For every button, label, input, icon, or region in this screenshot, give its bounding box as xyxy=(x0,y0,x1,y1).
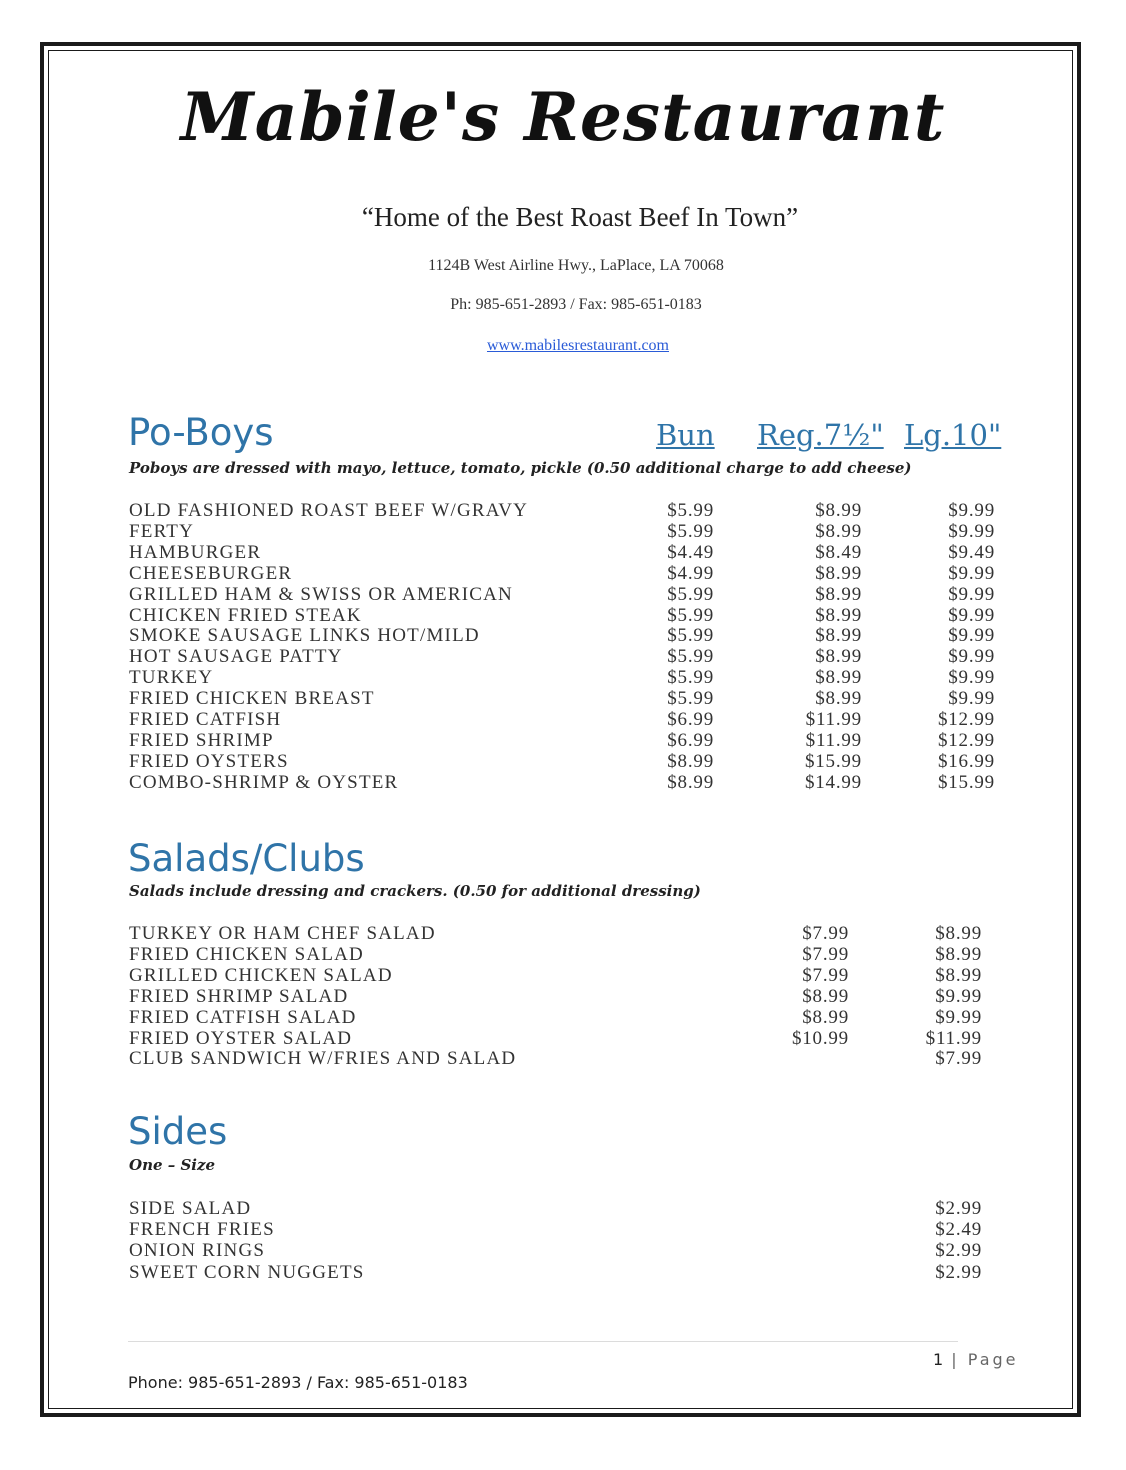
price-regular: $11.99 xyxy=(805,709,862,730)
item-name: FRIED SHRIMP SALAD xyxy=(129,985,349,1007)
menu-row xyxy=(0,1262,1126,1283)
tagline: “Home of the Best Roast Beef In Town” xyxy=(361,202,799,232)
menu-row xyxy=(0,521,1126,542)
price-large: $8.99 xyxy=(935,964,982,986)
price: $2.99 xyxy=(935,1240,982,1262)
item-name: HAMBURGER xyxy=(129,541,262,563)
item-name: FRIED OYSTER SALAD xyxy=(129,1027,353,1049)
item-name: SIDE SALAD xyxy=(129,1198,252,1219)
sides-note: One – Size xyxy=(129,1156,216,1174)
menu-row xyxy=(0,986,1126,1007)
item-name: GRILLED CHICKEN SALAD xyxy=(129,964,393,986)
price-large: $9.99 xyxy=(948,520,995,542)
item-name: FRENCH FRIES xyxy=(129,1219,275,1241)
menu-row xyxy=(0,751,1126,772)
price-regular: $8.99 xyxy=(815,583,862,605)
restaurant-title: Mabile's Restaurant xyxy=(180,78,946,156)
item-name: SMOKE SAUSAGE LINKS HOT/MILD xyxy=(129,625,480,647)
menu-row xyxy=(0,923,1126,944)
price-large: $9.99 xyxy=(948,583,995,605)
price-bun: $5.99 xyxy=(667,500,714,521)
price-bun: $5.99 xyxy=(667,583,714,605)
price-regular: $8.99 xyxy=(815,500,862,521)
menu-row xyxy=(0,944,1126,965)
menu-row xyxy=(0,1048,1126,1069)
price-large: $8.99 xyxy=(935,923,982,944)
price-regular: $8.49 xyxy=(815,541,862,563)
menu-row xyxy=(0,1219,1126,1240)
section-title-salads: Salads/Clubs xyxy=(128,837,365,880)
section-title-sides: Sides xyxy=(128,1110,228,1153)
menu-row xyxy=(0,1007,1126,1028)
menu-row xyxy=(0,542,1126,563)
price-large: $9.99 xyxy=(935,1006,982,1028)
menu-row xyxy=(0,563,1126,584)
menu-row xyxy=(0,709,1126,730)
menu-row xyxy=(0,605,1126,626)
item-name: COMBO-SHRIMP & OYSTER xyxy=(129,771,399,793)
item-name: FRIED CATFISH xyxy=(129,709,282,730)
price-regular: $8.99 xyxy=(815,688,862,710)
item-name: SWEET CORN NUGGETS xyxy=(129,1261,365,1283)
price-regular: $11.99 xyxy=(805,729,862,751)
menu-row xyxy=(0,625,1126,646)
section-title-poboys: Po-Boys xyxy=(128,411,274,454)
page-label: | Page xyxy=(951,1350,1019,1369)
header-phone: Ph: 985-651-2893 / Fax: 985-651-0183 xyxy=(450,296,702,313)
price-regular: $8.99 xyxy=(815,604,862,626)
price-large: $9.99 xyxy=(948,646,995,668)
menu-row xyxy=(0,1198,1126,1219)
price: $2.99 xyxy=(935,1198,982,1219)
price-large: $15.99 xyxy=(937,771,995,793)
website-link[interactable]: www.mabilesrestaurant.com xyxy=(486,337,669,354)
price-regular: $7.99 xyxy=(802,943,849,965)
item-name: GRILLED HAM & SWISS OR AMERICAN xyxy=(129,583,513,605)
menu-row xyxy=(0,646,1126,667)
menu-row xyxy=(0,730,1126,751)
price-bun: $5.99 xyxy=(667,688,714,710)
price-bun: $4.99 xyxy=(667,562,714,584)
price-regular: $10.99 xyxy=(791,1027,849,1049)
price-large: $7.99 xyxy=(935,1048,982,1070)
price-bun: $8.99 xyxy=(667,750,714,772)
page-number-value: 1 xyxy=(933,1350,944,1369)
menu-row xyxy=(0,772,1126,793)
price-large: $9.99 xyxy=(935,985,982,1007)
menu-row xyxy=(0,584,1126,605)
column-header-bun: Bun xyxy=(656,418,715,452)
price-bun: $5.99 xyxy=(667,625,714,647)
item-name: HOT SAUSAGE PATTY xyxy=(129,646,343,668)
price-bun: $8.99 xyxy=(667,771,714,793)
price-large: $12.99 xyxy=(937,709,995,730)
menu-row xyxy=(0,500,1126,521)
menu-row xyxy=(0,1240,1126,1261)
price: $2.99 xyxy=(935,1261,982,1283)
price-regular: $8.99 xyxy=(815,646,862,668)
price-regular: $8.99 xyxy=(802,985,849,1007)
price-large: $8.99 xyxy=(935,943,982,965)
price-regular: $15.99 xyxy=(804,750,862,772)
price: $2.49 xyxy=(935,1219,982,1241)
menu-row xyxy=(0,965,1126,986)
item-name: FRIED SHRIMP xyxy=(129,729,274,751)
price-large: $9.99 xyxy=(948,604,995,626)
item-name: TURKEY OR HAM CHEF SALAD xyxy=(129,923,436,944)
price-large: $12.99 xyxy=(937,729,995,751)
item-name: ONION RINGS xyxy=(129,1240,266,1262)
price-bun: $6.99 xyxy=(667,709,714,730)
menu-row xyxy=(0,1028,1126,1049)
item-name: FRIED CHICKEN SALAD xyxy=(129,943,364,965)
price-bun: $4.49 xyxy=(667,541,714,563)
menu-row xyxy=(0,667,1126,688)
item-name: FRIED CATFISH SALAD xyxy=(129,1006,357,1028)
item-name: OLD FASHIONED ROAST BEEF W/GRAVY xyxy=(129,500,529,521)
price-large: $9.99 xyxy=(948,562,995,584)
page-number xyxy=(933,1350,1019,1369)
menu-row xyxy=(0,688,1126,709)
price-bun: $5.99 xyxy=(667,520,714,542)
price-bun: $5.99 xyxy=(667,604,714,626)
item-name: TURKEY xyxy=(129,667,214,689)
price-regular: $8.99 xyxy=(815,667,862,689)
price-large: $9.99 xyxy=(948,500,995,521)
price-regular: $14.99 xyxy=(804,771,862,793)
price-bun: $5.99 xyxy=(667,667,714,689)
item-name: FERTY xyxy=(129,520,195,542)
price-regular: $8.99 xyxy=(815,562,862,584)
price-large: $9.99 xyxy=(948,688,995,710)
price-regular: $8.99 xyxy=(815,520,862,542)
item-name: CHEESEBURGER xyxy=(129,562,293,584)
column-header-regular: Reg.7½" xyxy=(757,418,884,452)
price-large: $16.99 xyxy=(937,750,995,772)
price-large: $11.99 xyxy=(925,1027,982,1049)
price-large: $9.99 xyxy=(948,667,995,689)
price-bun: $5.99 xyxy=(667,646,714,668)
footer-divider xyxy=(128,1341,958,1342)
address: 1124B West Airline Hwy., LaPlace, LA 70068 xyxy=(428,257,724,274)
price-bun: $6.99 xyxy=(667,729,714,751)
item-name: CLUB SANDWICH W/FRIES AND SALAD xyxy=(129,1048,517,1070)
price-large: $9.99 xyxy=(948,625,995,647)
price-regular: $8.99 xyxy=(815,625,862,647)
footer-phone: Phone: 985-651-2893 / Fax: 985-651-0183 xyxy=(128,1373,468,1392)
item-name: CHICKEN FRIED STEAK xyxy=(129,604,362,626)
item-name: FRIED CHICKEN BREAST xyxy=(129,688,375,710)
column-header-large: Lg.10" xyxy=(904,418,1002,452)
price-large: $9.49 xyxy=(948,541,995,563)
price-regular: $8.99 xyxy=(802,1006,849,1028)
poboys-note: Poboys are dressed with mayo, lettuce, tomato, pickle (0.50 additional charge to add cheese) xyxy=(129,459,912,477)
salads-note: Salads include dressing and crackers. (0.50 for additional dressing) xyxy=(129,882,701,900)
item-name: FRIED OYSTERS xyxy=(129,750,289,772)
price-regular: $7.99 xyxy=(802,964,849,986)
price-regular: $7.99 xyxy=(802,923,849,944)
